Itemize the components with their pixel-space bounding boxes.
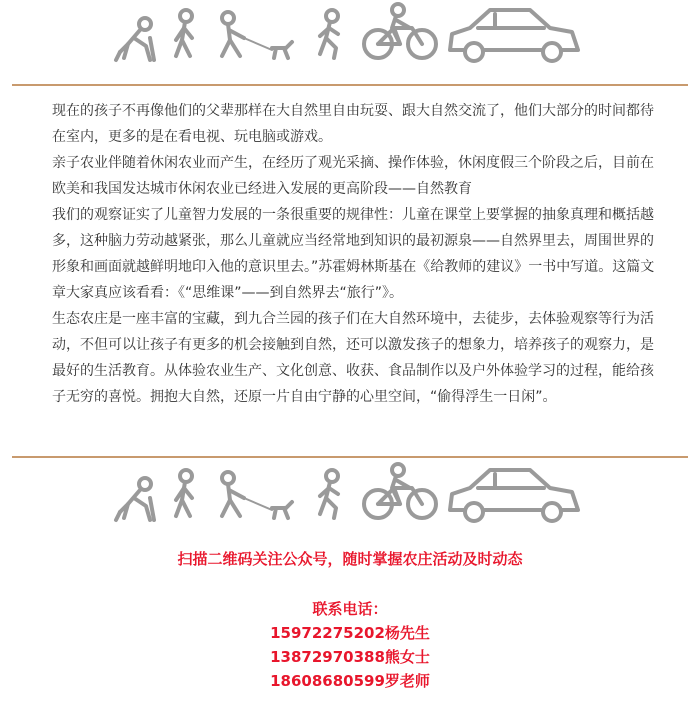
- elderly-walker-icon: [116, 18, 154, 60]
- dog-walker-icon: [222, 12, 292, 58]
- cyclist-icon: [364, 4, 436, 58]
- walking-person-icon: [176, 470, 192, 516]
- top-illustration-banner: [0, 0, 700, 80]
- contact-phone: 15972275202杨先生: [270, 624, 430, 642]
- contact-block: [0, 597, 700, 693]
- elderly-walker-icon: [116, 478, 154, 520]
- walking-person-icon: [176, 10, 192, 56]
- running-person-icon: [320, 10, 338, 58]
- top-divider: [12, 84, 688, 86]
- cyclist-icon: [364, 464, 436, 518]
- promo-text: 扫描二维码关注公众号，随时掌握农庄活动及时动态: [177, 550, 523, 568]
- car-icon: [450, 470, 578, 521]
- contact-phone: 13872970388熊女士: [270, 648, 430, 666]
- car-icon: [450, 10, 578, 61]
- article-paragraph: 我们的观察证实了儿童智力发展的一条很重要的规律性：儿童在课堂上要掌握的抽象真理和概括越多，这种脑力劳动越紧张，那么儿童就应当经常地到知识的最初源泉——自然界里去，周围世界的形象和画面就越鲜明地印入他的意识里去。”苏霍姆林斯基在《给教师的建议》一书中写道。这篇文章大家真应该看看：《“思维课”——到自然界去“旅行”》。: [52, 207, 655, 301]
- article-paragraph: 现在的孩子不再像他们的父辈那样在大自然里自由玩耍、跟大自然交流了，他们大部分的时间都待在室内，更多的是在看电视、玩电脑或游戏。: [52, 103, 654, 145]
- article-paragraph: 亲子农业伴随着休闲农业而产生，在经历了观光采摘、操作体验，休闲度假三个阶段之后，目前在欧美和我国发达城市休闲农业已经进入发展的更高阶段——自然教育: [52, 155, 654, 197]
- contact-phone: 18608680599罗老师: [270, 672, 430, 690]
- contact-heading: 联系电话：: [312, 600, 388, 618]
- bottom-divider: [12, 456, 688, 458]
- running-person-icon: [320, 470, 338, 518]
- article-body: [52, 98, 662, 410]
- article-paragraph: 生态农庄是一座丰富的宝藏，到九合兰园的孩子们在大自然环境中，去徒步，去体验观察等行为活动，不但可以让孩子有更多的机会接触到自然，还可以激发孩子的想象力，培养孩子的观察力，是最好的生活教育。从体验农业生产、文化创意、收获、食品制作以及户外体验学习的过程，能给孩子无穷的喜悦。拥抱大自然，还原一片自由宁静的心里空间，“偷得浮生一日闲”。: [52, 311, 654, 405]
- bottom-illustration-banner: [0, 460, 700, 540]
- dog-walker-icon: [222, 472, 292, 518]
